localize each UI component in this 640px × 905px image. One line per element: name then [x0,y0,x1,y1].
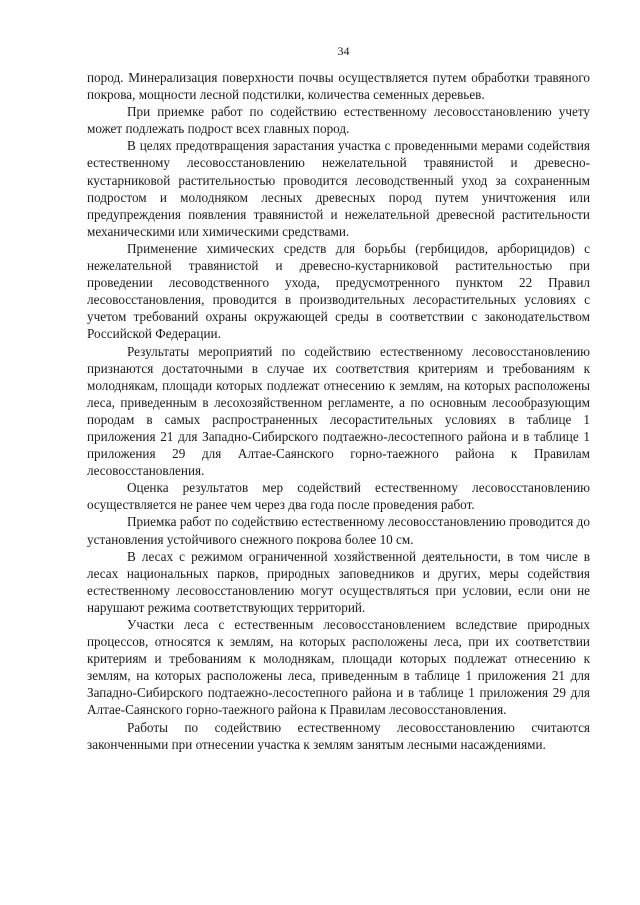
paragraph-acceptance-undergrowth: При приемке работ по содействию естественному лесовосстановлению учету может подлежать подрост всех главных пород. [87,104,590,137]
paragraph-restricted-forests: В лесах с режимом ограниченной хозяйственной деятельности, в том числе в лесах национальных парков, природных заповедников и других, меры содействия естественному лесовосстановлению могут осуществляться при условии, если они не нарушают режима соответствующих территорий. [87,548,590,615]
paragraph-natural-plots: Участки леса с естественным лесовосстановлением вследствие природных процессов, относятся к землям, на которых расположены леса, при их соответствии критериям и требованиям к молоднякам, площади которых подлежат отнесению к землям, на которых расположены леса, приведенным в таблице 1 приложения 21 для Западно-Сибирского подтаежно-лесостепного района и в таблице 1 приложения 29 для Алтае-Саянского горно-таежного района к Правилам лесовосстановления. [87,617,590,718]
paragraph-acceptance-timing: Приемка работ по содействию естественному лесовосстановлению проводится до установления устойчивого снежного покрова более 10 см. [87,514,590,547]
paragraph-works-completed: Работы по содействию естественному лесовосстановлению считаются законченными при отнесении участка к землям занятым лесными насаждениями. [87,719,590,752]
paragraph-care-measures: В целях предотвращения зарастания участка с проведенными мерами содействия естественному лесовосстановлению нежелательной травянистой и древесно-кустарниковой растительностью проводится лесоводственный уход за сохраненным подростом и молодняком лесных древесных пород путем уничтожения или предупреждения появления травянистой и нежелательной древесной растительности механическими или химическими средствами. [87,138,590,239]
paragraph-chemical-means: Применение химических средств для борьбы (гербицидов, арборицидов) с нежелательной травянистой и древесно-кустарниковой растительностью при проведении лесоводственного ухода, предусмотренного пунктом 22 Правил лесовосстановления, проводится в производительных лесорастительных условиях с учетом требований охраны окружающей среды в соответствии с законодательством Российской Федерации. [87,240,590,342]
paragraph-results-criteria: Результаты мероприятий по содействию естественному лесовосстановлению признаются достаточными в случае их соответствия критериям и требованиям к молоднякам, площади которых подлежат отнесению к землям, на которых расположены леса, приведенным в лесохозяйственном регламенте, а по основным лесообразующим породам в самых распространенных лесорастительных условиях в таблице 1 приложения 21 для Западно-Сибирского подтаежно-лесостепного района и в таблице 1 приложения 29 для Алтае-Саянского горно-таежного района к Правилам лесовосстановления. [87,343,590,479]
paragraph-mineralization: пород. Минерализация поверхности почвы осуществляется путем обработки травяного покрова, мощности лесной подстилки, количества семенных деревьев. [87,70,590,103]
paragraph-results-evaluation: Оценка результатов мер содействий естественному лесовосстановлению осуществляется не ранее чем через два года после проведения работ. [87,480,590,513]
page-number: 34 [337,44,350,58]
